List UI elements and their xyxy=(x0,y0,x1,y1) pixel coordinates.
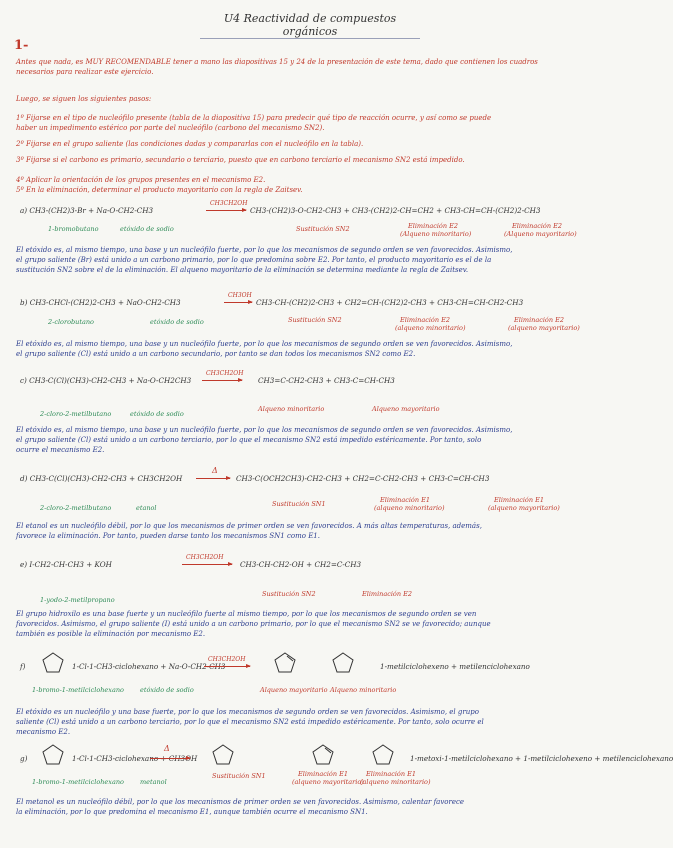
product-label: Eliminación E2 xyxy=(514,316,564,324)
product-note: (alqueno minoritario) xyxy=(395,324,466,332)
product-note: (alqueno minoritario) xyxy=(360,778,431,786)
explanation-line: El etóxido es, al mismo tiempo, una base y un nucleófilo fuerte, por lo que los mecanismos de segundo orden se ven favorecidos. Asimismo, xyxy=(16,246,513,254)
reaction-condition: CH3CH2OH xyxy=(210,200,248,207)
reactant-label: etóxido de sodio xyxy=(150,318,204,326)
product-label: Eliminación E1 xyxy=(494,496,544,504)
explanation-line: sustitución SN2 sobre el de la eliminación. El alqueno mayoritario de la eliminación se determina mediante la regla de Zaitsev. xyxy=(16,266,469,274)
explanation-line: favorece la eliminación. Por tanto, pueden darse tanto los mecanismos SN1 como E1. xyxy=(16,532,320,540)
intro-line: necesarios para realizar este ejercicio. xyxy=(16,68,154,76)
reaction-condition: CH3CH2OH xyxy=(186,554,224,561)
explanation-line: también es posible la eliminación por mecanismo E2. xyxy=(16,630,206,638)
reaction-arrow xyxy=(182,564,232,565)
page-title: U4 Reactividad de compuestos orgánicos xyxy=(200,12,420,39)
section-number: 1- xyxy=(14,38,29,53)
reaction-condition: CH3CH2OH xyxy=(208,656,246,663)
explanation-line: ocurre el mecanismo E2. xyxy=(16,446,105,454)
reaction-condition: CH3CH2OH xyxy=(206,370,244,377)
reaction-reactants: 1-Cl-1-CH3-ciclohexano + CH3OH xyxy=(72,754,198,763)
explanation-line: mecanismo E2. xyxy=(16,728,71,736)
reaction-letter: e) xyxy=(20,560,28,569)
reaction-reactants: CH3-(CH2)3-Br + Na-O-CH2-CH3 xyxy=(29,206,154,215)
explanation-line: el grupo saliente (Cl) está unido a un carbono secundario, por tanto se dan todos los mecanismos SN2 como E2. xyxy=(16,350,416,358)
product-note: (alqueno mayoritario) xyxy=(508,324,580,332)
reactant-label: metanol xyxy=(140,778,167,786)
reactant-label: etóxido de sodio xyxy=(120,225,174,233)
reaction-letter: c) xyxy=(20,376,27,385)
product-label: Eliminación E1 xyxy=(366,770,416,778)
reaction-products: CH3=C-CH2-CH3 + CH3-C=CH-CH3 xyxy=(258,376,395,385)
reaction-reactants: CH3-C(Cl)(CH3)-CH2-CH3 + CH3CH2OH xyxy=(29,474,183,483)
reaction-condition: CH3OH xyxy=(228,292,252,299)
product-label: Sustitución SN2 xyxy=(296,225,350,233)
reactant-label: etóxido de sodio xyxy=(130,410,184,418)
explanation-line: el grupo saliente (Br) está unido a un carbono primario, por lo que predomina sobre E2. Por tanto, el producto mayoritario es el de la xyxy=(16,256,492,264)
step-line: 4º Aplicar la orientación de los grupos presentes en el mecanismo E2. xyxy=(16,176,266,184)
step-line: 5º En la eliminación, determinar el producto mayoritario con la regla de Zaitsev. xyxy=(16,186,303,194)
product-label: Alqueno minoritario xyxy=(330,686,397,694)
reactant-label: 1-bromo-1-metilciclohexano xyxy=(32,778,124,786)
explanation-line: favorecidos. Asimismo, el grupo saliente (I) está unido a un carbono primario, por lo que el mecanismo SN2 se ve favorecido; aunque xyxy=(16,620,491,628)
explanation-line: El etanol es un nucleófilo débil, por lo que los mecanismos de primer orden se ven favorecidos. A más altas temperaturas, además, xyxy=(16,522,482,530)
product-label: Eliminación E2 xyxy=(400,316,450,324)
product-note: (alqueno mayoritario) xyxy=(488,504,560,512)
product-label: Eliminación E1 xyxy=(298,770,348,778)
product-label: Sustitución SN1 xyxy=(212,772,266,780)
methylenecyclopentane-ring-icon xyxy=(330,650,360,676)
product-label: Sustitución SN2 xyxy=(288,316,342,324)
step-line: haber un impedimento estérico por parte del nucleófilo (carbono del mecanismo SN2). xyxy=(16,124,325,132)
product-note: (alqueno mayoritario) xyxy=(292,778,364,786)
reactant-label: 2-clorobutano xyxy=(48,318,94,326)
reactant-label: 1-bromobutano xyxy=(48,225,99,233)
product-label: Eliminación E2 xyxy=(408,222,458,230)
product-label: Alqueno minoritario xyxy=(258,405,325,413)
reaction-letter: a) xyxy=(20,206,28,215)
reaction-arrow xyxy=(224,302,252,303)
reaction-arrow xyxy=(204,666,250,667)
reactant-label: 2-cloro-2-metilbutano xyxy=(40,410,112,418)
product-note: (Alqueno minoritario) xyxy=(400,230,472,238)
reaction-letter: g) xyxy=(20,754,28,763)
product-label: Alqueno mayoritario xyxy=(260,686,328,694)
explanation-line: el grupo saliente (Cl) está unido a un carbono terciario, por lo que el mecanismo SN2 está impedido estéricamente. Por tanto, solo xyxy=(16,436,482,444)
reaction-letter: f) xyxy=(20,662,26,671)
product-note: (alqueno minoritario) xyxy=(374,504,445,512)
reaction-reactants: CH3-CHCl-(CH2)2-CH3 + NaO-CH2-CH3 xyxy=(29,298,181,307)
reactant-label: 1-bromo-1-metilciclohexano xyxy=(32,686,124,694)
product-label: Eliminación E1 xyxy=(380,496,430,504)
product-label: Eliminación E2 xyxy=(362,590,412,598)
product-label: Eliminación E2 xyxy=(512,222,562,230)
cyclopentane-ring-icon xyxy=(40,742,70,768)
reaction-products: CH3-C(OCH2CH3)-CH2-CH3 + CH2=C-CH2-CH3 + CH3-C=CH-CH3 xyxy=(236,474,490,483)
reactant-label: 1-yodo-2-metilpropano xyxy=(40,596,115,604)
product-note: (Alqueno mayoritario) xyxy=(504,230,577,238)
reaction-condition: Δ xyxy=(212,466,218,475)
reaction-letter: d) xyxy=(20,474,28,483)
explanation-line: El etóxido es un nucleófilo y una base fuerte, por lo que los mecanismos de segundo orden se ven favorecidos. Asimismo, el grupo xyxy=(16,708,479,716)
product-label: Alqueno mayoritario xyxy=(372,405,440,413)
cyclopentene-ring-icon xyxy=(272,650,302,676)
methylenecyclopentane-ring-icon xyxy=(370,742,400,768)
cyclopentane-ring-icon xyxy=(210,742,240,768)
explanation-line: la eliminación, por lo que predomina el mecanismo E1, aunque también ocurre el mecanismo SN1. xyxy=(16,808,368,816)
reaction-condition: Δ xyxy=(164,744,170,753)
reaction-reactants: CH3-C(Cl)(CH3)-CH2-CH3 + Na-O-CH2CH3 xyxy=(29,376,192,385)
reaction-products: 1-metoxi-1-metilciclohexano + 1-metilciclohexeno + metilenciclohexano xyxy=(410,754,673,763)
explanation-line: El etóxido es, al mismo tiempo, una base y un nucleófilo fuerte, por lo que los mecanismos de segundo orden se ven favorecidos. Asimismo, xyxy=(16,340,513,348)
reaction-products: CH3-CH-(CH2)2-CH3 + CH2=CH-(CH2)2-CH3 + CH3-CH=CH-CH2-CH3 xyxy=(256,298,524,307)
reactant-label: 2-cloro-2-metilbutano xyxy=(40,504,112,512)
reaction-reactants: I-CH2-CH-CH3 + KOH xyxy=(29,560,112,569)
reaction-arrow xyxy=(206,210,246,211)
reaction-reactants: 1-Cl-1-CH3-ciclohexano + Na-O-CH2-CH3 xyxy=(72,662,226,671)
reaction-arrow xyxy=(202,380,242,381)
reactant-label: etanol xyxy=(136,504,157,512)
product-label: Sustitución SN1 xyxy=(272,500,326,508)
explanation-line: saliente (Cl) está unido a un carbono terciario, por lo que el mecanismo SN2 está impedido estéricamente. Por tanto, solo ocurre el xyxy=(16,718,484,726)
reaction-arrow xyxy=(150,758,190,759)
explanation-line: El grupo hidroxilo es una base fuerte y un nucleófilo fuerte al mismo tiempo, por lo que los mecanismos de segundo orden se ven xyxy=(16,610,477,618)
reaction-arrow xyxy=(196,478,230,479)
cyclopentene-ring-icon xyxy=(310,742,340,768)
reaction-products: CH3-(CH2)3-O-CH2-CH3 + CH3-(CH2)2-CH=CH2 + CH3-CH=CH-(CH2)2-CH3 xyxy=(250,206,541,215)
reaction-letter: b) xyxy=(20,298,28,307)
explanation-line: El metanol es un nucleófilo débil, por lo que los mecanismos de primer orden se ven favorecidos. Asimismo, calentar favorece xyxy=(16,798,465,806)
step-line: 3º Fijarse si el carbono es primario, secundario o terciario, puesto que en carbono terciario el mecanismo SN2 está impedido. xyxy=(16,156,465,164)
explanation-line: El etóxido es, al mismo tiempo, una base y un nucleófilo fuerte, por lo que los mecanismos de segundo orden se ven favorecidos. Asimismo, xyxy=(16,426,513,434)
intro-line: Antes que nada, es MUY RECOMENDABLE tener a mano las diapositivas 15 y 24 de la presentación de este tema, dado que contienen los cuadros xyxy=(16,58,538,66)
steps-header: Luego, se siguen los siguientes pasos: xyxy=(16,95,152,103)
reaction-products: 1-metilciclohexeno + metilenciclohexano xyxy=(380,662,530,671)
step-line: 1º Fijarse en el tipo de nucleófilo presente (tabla de la diapositiva 15) para predecir qué tipo de reacción ocurre, y así como se puede xyxy=(16,114,492,122)
reactant-label: etóxido de sodio xyxy=(140,686,194,694)
step-line: 2º Fijarse en el grupo saliente (las condiciones dadas y compararlas con el nucleófilo en la tabla). xyxy=(16,140,364,148)
product-label: Sustitución SN2 xyxy=(262,590,316,598)
reaction-products: CH3-CH-CH2-OH + CH2=C-CH3 xyxy=(240,560,362,569)
cyclopentane-ring-icon xyxy=(40,650,70,676)
